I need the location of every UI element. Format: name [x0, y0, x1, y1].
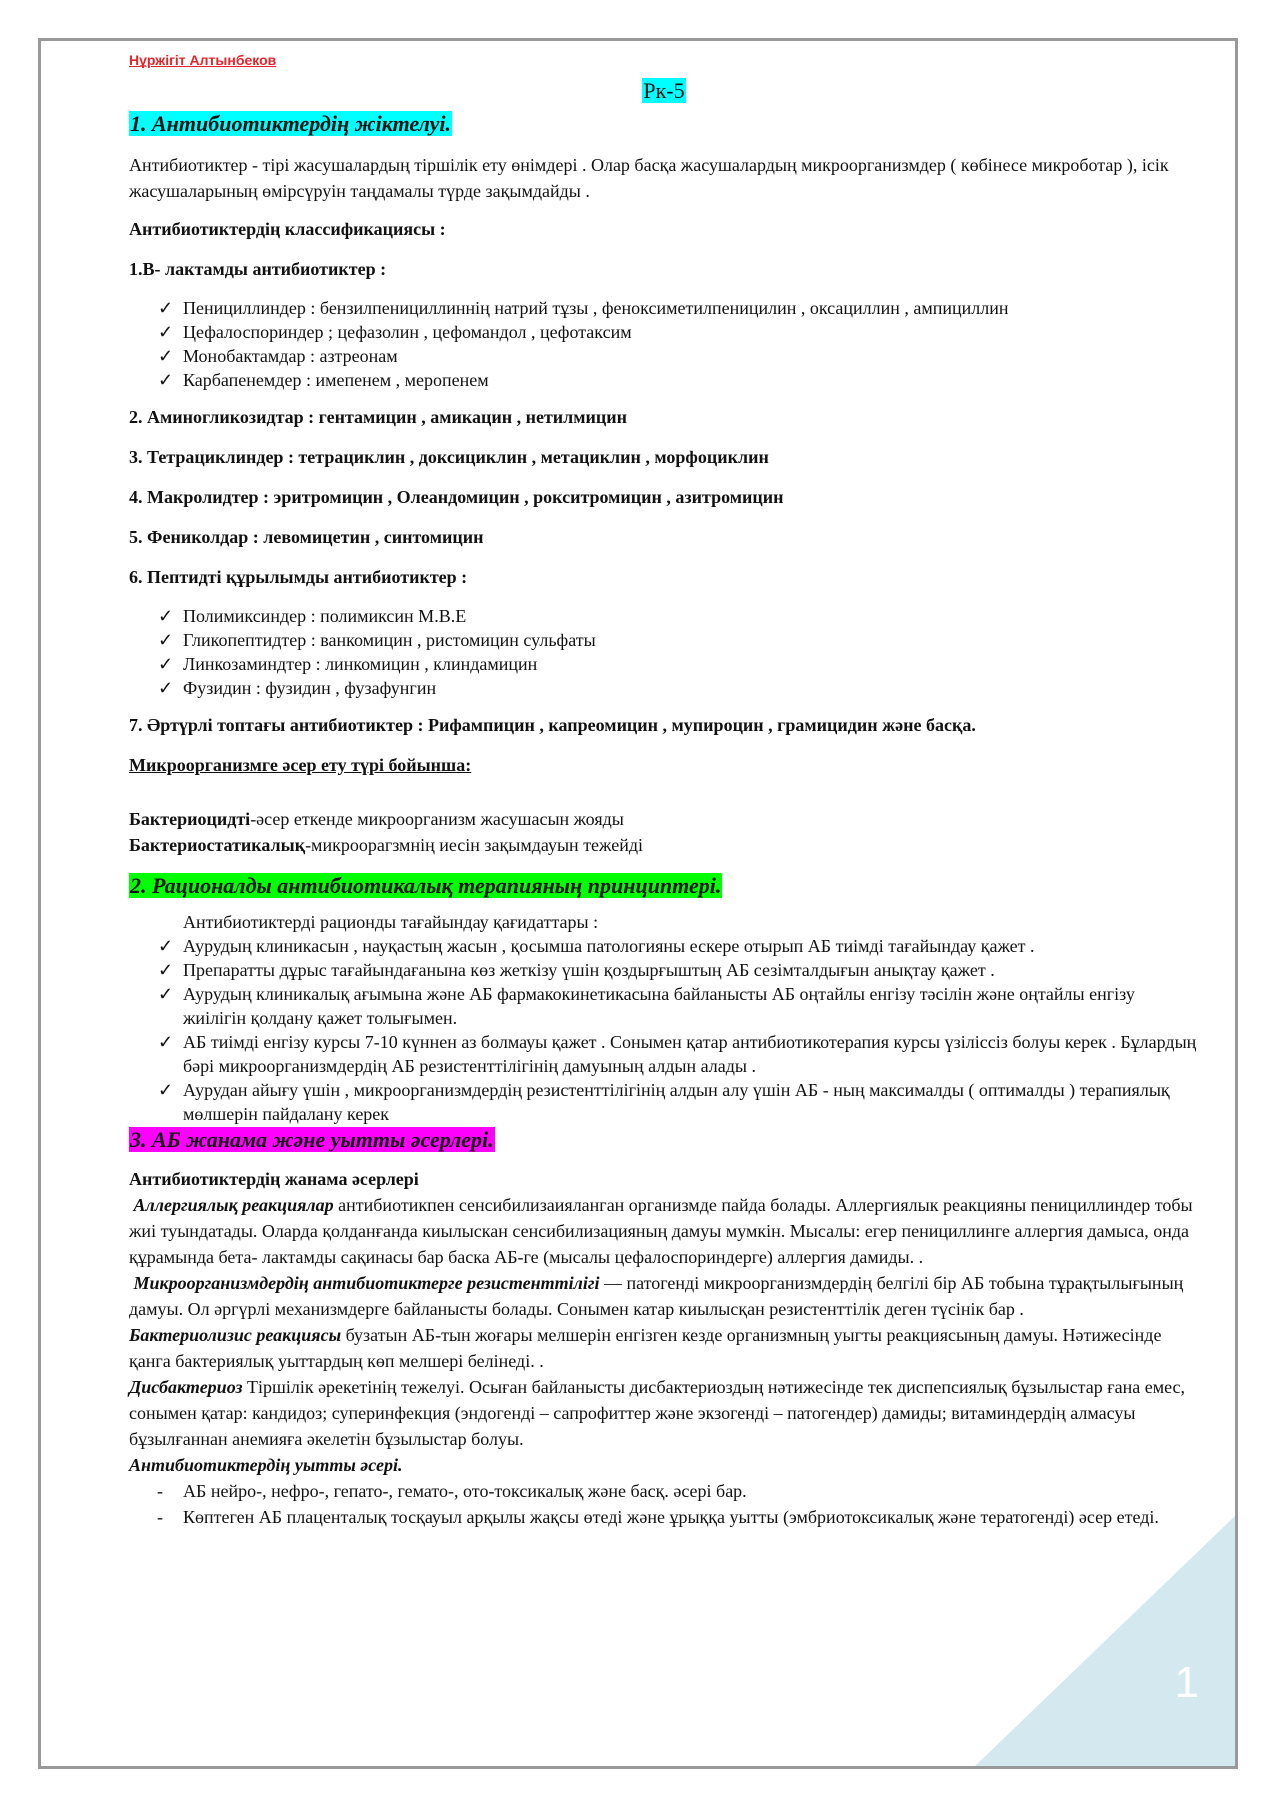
- list-item: [129, 1030, 1199, 1078]
- bacteriostatic-term: Бактериостатикалық: [129, 835, 306, 855]
- checkmark-icon: ✓: [158, 984, 174, 1004]
- checkmark-icon: ✓: [158, 322, 174, 342]
- group-3: 3. Тетрациклиндер : тетрациклин , доксициклин , метациклин , морфоциклин: [129, 447, 769, 467]
- list-item-text: Полимиксиндер : полимиксин М.В.Е: [183, 606, 467, 626]
- section-3-heading: [129, 1126, 1199, 1154]
- principles-lead: Антибиотиктерді рационды тағайындау қағидаттары :: [183, 912, 599, 932]
- principles-list: [129, 934, 1199, 1126]
- list-item: [129, 982, 1199, 1030]
- dash-marker: -: [157, 1481, 163, 1501]
- dysbacteriosis-paragraph: [129, 1374, 1199, 1452]
- list-item: [129, 344, 1199, 368]
- list-item-text: Препаратты дұрыс тағайындағанына көз жеткізу үшін қоздырғыштың АБ сезімталдығын анықтау қажет .: [183, 960, 995, 980]
- bacteriostatic-line: [129, 832, 1199, 858]
- group-7: 7. Әртүрлі топтағы антибиотиктер : Рифампицин , капреомицин , мупироцин , грамицидин және басқа.: [129, 715, 976, 735]
- corner-triangle-decoration: [975, 1516, 1235, 1766]
- bactericidal-line: [129, 806, 1199, 832]
- list-item-text: Карбапенемдер : имепенем , меропенем: [183, 370, 489, 390]
- bactericidal-term: Бактериоцидті: [129, 809, 251, 829]
- author-name: Нұржігіт Алтынбеков: [129, 52, 277, 68]
- list-item: [129, 296, 1199, 320]
- allergy-term: Аллергиялық реакциялар: [133, 1195, 334, 1215]
- list-item: [129, 1504, 1199, 1530]
- resistance-text: — патогенді микроорганизмдердің белгілі бір АБ тобына тұрақтылығының дамуы. Ол әргүрлі механизмдерге байланысты болады. Сонымен катар киылысқан резистенттілік деген түсінік бар .: [129, 1273, 1184, 1319]
- checkmark-icon: ✓: [158, 1080, 174, 1100]
- bacteriolysis-paragraph: [129, 1322, 1199, 1374]
- list-item: [129, 934, 1199, 958]
- list-item: [129, 1078, 1199, 1126]
- list-item-text: Аурудың клиникалық ағымына және АБ фармакокинетикасына байланысты АБ оңтайлы енгізу тәсілін және оңтайлы енгізу жиілігін қолдану қажет толығымен.: [183, 984, 1135, 1028]
- bactericidal-text: -әсер еткенде микроорганизм жасушасын жояды: [250, 809, 624, 829]
- list-item-text: Гликопептидтер : ванкомицин , ристомицин сульфаты: [183, 630, 596, 650]
- section-2-heading-text: 2. Рационалды антибиотикалық терапияның принциптері.: [130, 873, 722, 898]
- list-item: [129, 604, 1199, 628]
- section-3-heading-text: 3. АБ жанама және уытты әсерлері.: [130, 1127, 494, 1152]
- resistance-paragraph: [129, 1270, 1199, 1322]
- document-code: Рк-5: [643, 78, 685, 103]
- checkmark-icon: ✓: [158, 654, 174, 674]
- list-item: [129, 958, 1199, 982]
- checkmark-icon: ✓: [158, 630, 174, 650]
- dysbacteriosis-term: Дисбактериоз: [129, 1377, 243, 1397]
- group-6-list: [129, 604, 1199, 700]
- toxic-effects-title: Антибиотиктердің уытты әсері.: [129, 1455, 403, 1475]
- bacteriolysis-term: Бактериолизис реакциясы: [129, 1325, 342, 1345]
- dash-marker: -: [157, 1507, 163, 1527]
- list-item-text: Аурудан айығу үшін , микроорганизмдердің резистенттілігінің алдын алу үшін АБ - ның максималды ( оптималды ) терапиялық мөлшерін пайдалану керек: [183, 1080, 1170, 1124]
- group-6-title: 6. Пептидті құрылымды антибиотиктер :: [129, 567, 468, 587]
- checkmark-icon: ✓: [158, 346, 174, 366]
- page-number: 1: [1174, 1658, 1199, 1707]
- intro-paragraph: Антибиотиктер - тірі жасушалардың тіршілік ету өнімдері . Олар басқа жасушалардың микроорганизмдер ( көбінесе микроботар ), ісік жасушаларының өмірсүруін таңдамалы түрде зақымдайды .: [129, 155, 1169, 201]
- checkmark-icon: ✓: [158, 606, 174, 626]
- checkmark-icon: ✓: [158, 936, 174, 956]
- checkmark-icon: ✓: [158, 678, 174, 698]
- group-1-list: [129, 296, 1199, 392]
- list-item-text: Цефалоспориндер ; цефазолин , цефомандол , цефотаксим: [183, 322, 632, 342]
- list-item-text: АБ тиімді енгізу курсы 7-10 күннен аз болмауы қажет . Сонымен қатар антибиотикотерапия курсы үзіліссіз болуы керек . Бұлардың бәрі микроорганизмдердің АБ резистенттілігінің дамуының алдын алады .: [183, 1032, 1197, 1076]
- list-item: [129, 652, 1199, 676]
- list-item: [129, 628, 1199, 652]
- group-5: 5. Фениколдар : левомицетин , синтомицин: [129, 527, 484, 547]
- list-item: [129, 1478, 1199, 1504]
- classification-title: Антибиотиктердің классификациясы :: [129, 219, 446, 239]
- document-body: [129, 52, 1199, 1530]
- section-2-heading: [129, 872, 1199, 900]
- list-item-text: Линкозаминдтер : линкомицин , клиндамицин: [183, 654, 538, 674]
- resistance-term: Микроорганизмдердің антибиотиктерге резистенттілігі: [133, 1273, 600, 1293]
- dysbacteriosis-text: Тіршілік әрекетінің тежелуі. Осыған байланысты дисбактериоздың нәтижесінде тек диспепсиялық бұзылыстар ғана емес, сонымен қатар: кандидоз; суперинфекция (эндогенді – сапрофиттер және экзогенді – патогендер) дамиды; витаминдердің алмасуы бұзылғаннан анемияға әкелетін бұзылыстар болуы.: [129, 1377, 1186, 1449]
- group-2: 2. Аминогликозидтар : гентамицин , амикацин , нетилмицин: [129, 407, 628, 427]
- bacteriolysis-text: бузатын АБ-тын жоғары мелшерін енгізген кезде организмның уыгты реакциясының дамуы. Нәтижесінде қанга бактериялық уыттардың көп мелшері белінеді. .: [129, 1325, 1162, 1371]
- side-effects-subtitle: Антибиотиктердің жанама әсерлері: [129, 1169, 419, 1189]
- toxic-effects-list: [129, 1478, 1199, 1530]
- list-item-text: Монобактамдар : азтреонам: [183, 346, 398, 366]
- list-item-text: Көптеген АБ плаценталық тосқауыл арқылы жақсы өтеді және ұрыққа уытты (эмбриотоксикалық және тератогенді) әсер етеді.: [183, 1507, 1159, 1527]
- list-item: [129, 676, 1199, 700]
- checkmark-icon: ✓: [158, 298, 174, 318]
- list-item: [129, 368, 1199, 392]
- checkmark-icon: ✓: [158, 960, 174, 980]
- list-item-text: Фузидин : фузидин , фузафунгин: [183, 678, 437, 698]
- checkmark-icon: ✓: [158, 370, 174, 390]
- group-1-title: 1.В- лактамды антибиотиктер :: [129, 259, 387, 279]
- section-1-heading-text: 1. Антибиотиктердің жіктелуі.: [130, 111, 452, 136]
- list-item-text: Аурудың клиникасын , науқастың жасын , қосымша патологияны ескере отырып АБ тиімді тағайындау қажет .: [183, 936, 1035, 956]
- list-item: [129, 320, 1199, 344]
- list-item-text: Пенициллиндер : бензилпенициллиннің натрий тұзы , феноксиметилпеницилин , оксациллин , ампициллин: [183, 298, 1009, 318]
- checkmark-icon: ✓: [158, 1032, 174, 1052]
- group-4: 4. Макролидтер : эритромицин , Олеандомицин , рокситромицин , азитромицин: [129, 487, 784, 507]
- list-item-text: АБ нейро-, нефро-, гепато-, гемато-, ото-токсикалық және басқ. әсері бар.: [183, 1481, 747, 1501]
- effect-title: Микроорганизмге әсер ету түрі бойынша:: [129, 755, 472, 775]
- allergy-text: антибиотикпен сенсибилизаияланган организмде пайда болады. Аллергиялык реакцияны пенициллиндер тобы жиі туындатады. Оларда қолданғанда киылыскан сенсибилизацияның дамуы мумкін. Мысалы: егер пенициллинге аллергия дамыса, онда құрамында бета- лактамды сақинасы бар баска АБ-ге (мысалы цефалоспориндерге) аллергия дамиды. .: [129, 1195, 1193, 1267]
- allergy-paragraph: [129, 1192, 1199, 1270]
- bacteriostatic-text: -микроорагзмнің иесін зақымдауын тежейді: [305, 835, 644, 855]
- section-1-heading: [129, 110, 1199, 138]
- code-line: [129, 78, 1199, 104]
